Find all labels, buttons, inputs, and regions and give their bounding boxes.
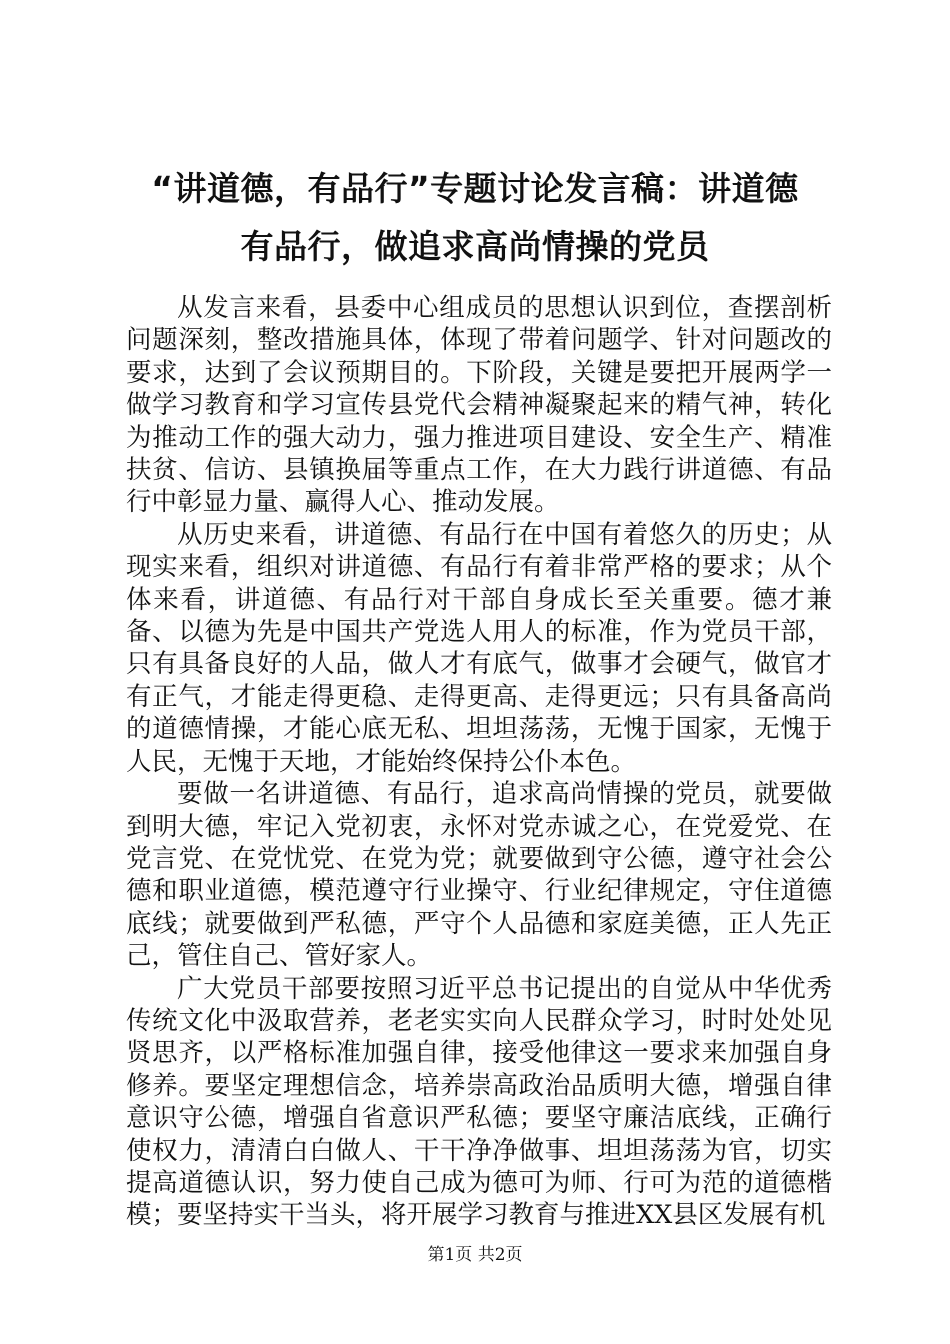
paragraph-3: 要做一名讲道德、有品行，追求高尚情操的党员，就要做到明大德，牢记入党初衷，永怀对党赤诚之心，在党爱党、在党言党、在党忧党、在党为党；就要做到守公德，遵守社会公德和职业道德，模范遵守行业操守、行业纪律规定，守住道德底线；就要做到严私德，严守个人品德和家庭美德，正人先正己，管住自己、管好家人。: [126, 779, 832, 972]
paragraph-1: 从发言来看，县委中心组成员的思想认识到位，查摆剖析问题深刻，整改措施具体，体现了带着问题学、针对问题改的要求，达到了会议预期目的。下阶段，关键是要把开展两学一做学习教育和学习宣传县党代会精神凝聚起来的精气神，转化为推动工作的强大动力，强力推进项目建设、安全生产、精准扶贫、信访、县镇换届等重点工作，在大力践行讲道德、有品行中彰显力量、赢得人心、推动发展。: [126, 293, 832, 518]
document-title: [110, 160, 840, 276]
title-line-1: “讲道德，有品行”专题讨论发言稿：讲道德: [151, 169, 799, 208]
title-line-2: 有品行，做追求高尚情操的党员: [240, 227, 710, 266]
page-footer: 第1页 共2页: [427, 1245, 523, 1265]
paragraph-2: 从历史来看，讲道德、有品行在中国有着悠久的历史；从现实来看，组织对讲道德、有品行有着非常严格的要求；从个体来看，讲道德、有品行对干部自身成长至关重要。德才兼备、以德为先是中国共产党选人用人的标准，作为党员干部，只有具备良好的人品，做人才有底气，做事才会硬气，做官才有正气，才能走得更稳、走得更高、走得更远；只有具备高尚的道德情操，才能心底无私、坦坦荡荡，无愧于国家，无愧于人民，无愧于天地，才能始终保持公仆本色。: [126, 519, 832, 777]
document-body: [126, 292, 832, 1232]
paragraph-4: 广大党员干部要按照习近平总书记提出的自觉从中华优秀传统文化中汲取营养，老老实实向人民群众学习，时时处处见贤思齐，以严格标准加强自律，接受他律这一要求来加强自身修养。要坚定理想信念，培养崇高政治品质明大德，增强自律意识守公德，增强自省意识严私德；要坚守廉洁底线，正确行使权力，清清白白做人、干干净净做事、坦坦荡荡为官，切实提高道德认识，努力使自己成为德可为师、行可为范的道德楷模；要坚持实干当头，将开展学习教育与推进XX县区发展有机: [126, 973, 832, 1231]
